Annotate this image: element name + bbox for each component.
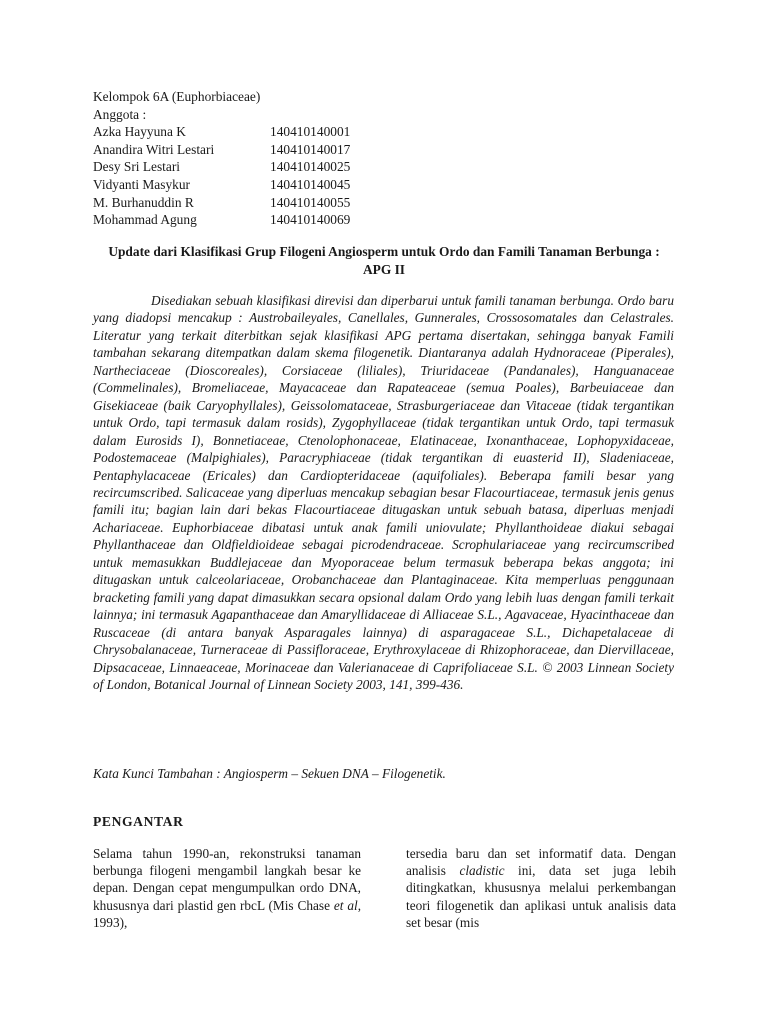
- member-row: [93, 194, 350, 212]
- intro-right-text: tersedia baru dan set informatif data. Dengan analisis: [406, 846, 676, 879]
- member-name: Desy Sri Lestari: [93, 159, 181, 175]
- group-info: [93, 88, 350, 229]
- member-row: [93, 141, 350, 159]
- member-id: 140410140017: [270, 141, 351, 157]
- group-name: Kelompok 6A (Euphorbiaceae): [93, 89, 261, 104]
- member-name: Mohammad Agung: [93, 212, 197, 228]
- member-row: [93, 123, 350, 141]
- intro-left-text: Selama tahun 1990-an, rekonstruksi tanaman berbunga filogeni mengambil langkah besar ke depan. Dengan cepat mengumpulkan ordo DNA, khususnya dari plastid gen rbcL (Mis Chase: [93, 846, 361, 913]
- member-name: Vidyanti Masykur: [93, 176, 191, 192]
- member-id: 140410140055: [270, 194, 351, 210]
- intro-left-italic: et al: [333, 897, 358, 913]
- member-name: Azka Hayyuna K: [93, 124, 186, 140]
- member-row: [93, 211, 350, 229]
- member-name: Anandira Witri Lestari: [93, 141, 215, 157]
- intro-left-text-end: , 1993),: [93, 897, 362, 930]
- keywords-line: Kata Kunci Tambahan : Angiosperm – Sekuen DNA – Filogenetik.: [93, 766, 446, 781]
- member-row: [93, 176, 350, 194]
- intro-column-right: [406, 845, 676, 931]
- intro-right-text-end: ini, data set juga lebih ditingkatkan, khususnya melalui perkembangan teori filogenetik dan aplikasi untuk analisis data set besar (mis: [406, 863, 676, 930]
- member-id: 140410140069: [270, 212, 351, 228]
- member-id: 140410140025: [270, 159, 351, 175]
- intro-right-italic: cladistic: [459, 863, 505, 879]
- member-id: 140410140001: [270, 124, 351, 140]
- member-name: M. Burhanuddin R: [93, 194, 194, 210]
- intro-column-left: [93, 845, 361, 931]
- members-label: Anggota :: [93, 106, 147, 122]
- abstract-paragraph: Disediakan sebuah klasifikasi direvisi dan diperbarui untuk famili tanaman berbunga. Ordo baru yang diadopsi mencakup : Austrobaileyales, Canellales, Gunnerales, Crossosomatales dan Celastrales. Literatur yang terkait diterbitkan sejak klasifikasi APG pertama disertakan, sehingga banyak Famili tambahan sekarang ditempatkan dalam skema filogenetik. Diantaranya adalah Hydnoraceae (Piperales), Nartheciaceae (Dioscoreales), Corsiaceae (liliales), Triuridaceae (Pandanales), Hanguanaceae (Commelinales), Bromeliaceae, Mayacaceae dan Rapateaceae (semua Poales), Barbeuiaceae dan Gisekiaceae (baik Caryophyllales), Geissolomataceae, Strasburgeriaceae dan Vitaceae (tidak tergantikan untuk Ordo, tapi termasuk dalam rosids), Zygophyllaceae (tidak tergantikan untuk Ordo, tapi termasuk dalam Eurosids I), Bonnetiaceae, Ctenolophonaceae, Elatinaceae, Ixonanthaceae, Lophopyxidaceae, Podostemaceae (Malpighiales), Paracryphiaceae (tidak tergantikan di euasterid II), Sladeniaceae, Pentaphylacaceae (Ericales) dan Cardiopteridaceae (aquifoliales). Beberapa famili besar yang recircumscribed. Salicaceae yang diperluas mencakup sebagian besar Flacourtiaceae, termasuk jenis genus famili itu; bagian lain dari bekas Flacourtiaceae ditugaskan untuk sebuah batasa, diperluas menjadi Achariaceae. Euphorbiaceae dibatasi untuk anak famili uniovulate; Phyllanthoideae diakui sebagai Phyllanthaceae dan Oldfieldioideae sebagai picrodendraceae. Scrophulariaceae yang recircumscribed untuk memasukkan Buddlejaceae dan Myoporaceae belum termasuk beberapa bekas anggota; ini ditugaskan untuk calceolariaceae, Orobanchaceae dan Plantaginaceae. Kita memperluas penggunaan bracketing famili yang dapat dimasukkan secara opsional dalam Ordo yang lebih luas dengan famili terkait lainnya; ini termasuk Agapanthaceae dan Amaryllidaceae di Alliaceae S.L., Agavaceae, Hyacinthaceae dan Ruscaceae (di antara banyak Asparagales lainnya) di asparagaceae S.L., Dichapetalaceae di Chrysobalanaceae, Turneraceae di Passifloraceae, Erythroxylaceae di Rhizophoraceae, dan Diervillaceae, Dipsacaceae, Linnaeaceae, Morinaceae dan Valerianaceae di Caprifoliaceae S.L. © 2003 Linnean Society of London, Botanical Journal of Linnean Society 2003, 141, 399-436.: [93, 293, 674, 692]
- member-row: [93, 158, 350, 176]
- section-heading: PENGANTAR: [93, 814, 184, 829]
- document-title: Update dari Klasifikasi Grup Filogeni Angiosperm untuk Ordo dan Famili Tanaman Berbunga : APG II: [108, 244, 660, 277]
- member-id: 140410140045: [270, 176, 351, 192]
